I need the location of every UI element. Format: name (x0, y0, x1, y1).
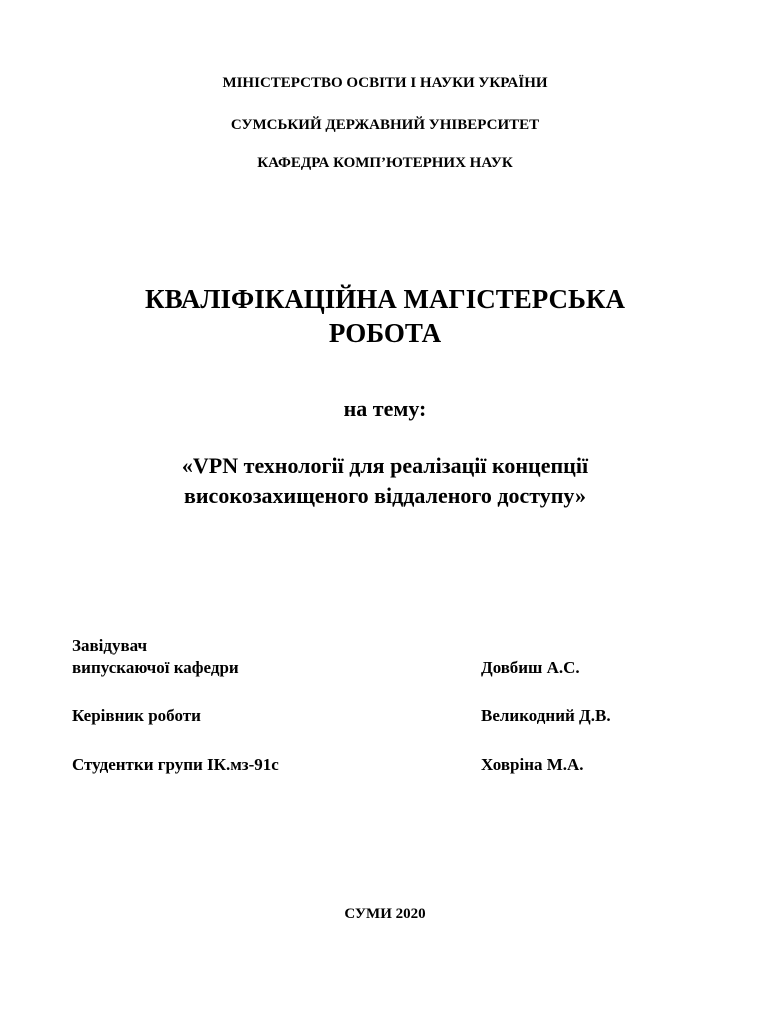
student-name: Ховріна М.А. (481, 755, 584, 774)
ministry-heading: МІНІСТЕРСТВО ОСВІТИ І НАУКИ УКРАЇНИ (222, 75, 548, 91)
head-name: Довбиш А.С. (481, 658, 580, 677)
head-role-line-1: Завідувач (72, 636, 148, 655)
student-role: Студентки групи ІК.мз-91с (72, 755, 279, 774)
supervisor-role: Керівник роботи (72, 706, 201, 725)
topic-line-1: «VPN технології для реалізації концепції (181, 453, 589, 478)
city-year: СУМИ 2020 (344, 906, 426, 922)
department-heading: КАФЕДРА КОМП’ЮТЕРНИХ НАУК (257, 155, 513, 171)
topic-line-2: високозахищеного віддаленого доступу» (184, 483, 586, 508)
topic-label: на тему: (343, 396, 427, 421)
head-role-line-2: випускаючої кафедри (72, 658, 239, 677)
document-title-line-2: РОБОТА (328, 318, 442, 348)
document-title-line-1: КВАЛІФІКАЦІЙНА МАГІСТЕРСЬКА (145, 284, 625, 314)
supervisor-name: Великодний Д.В. (481, 706, 611, 725)
university-heading: СУМСЬКИЙ ДЕРЖАВНИЙ УНІВЕРСИТЕТ (230, 117, 540, 133)
